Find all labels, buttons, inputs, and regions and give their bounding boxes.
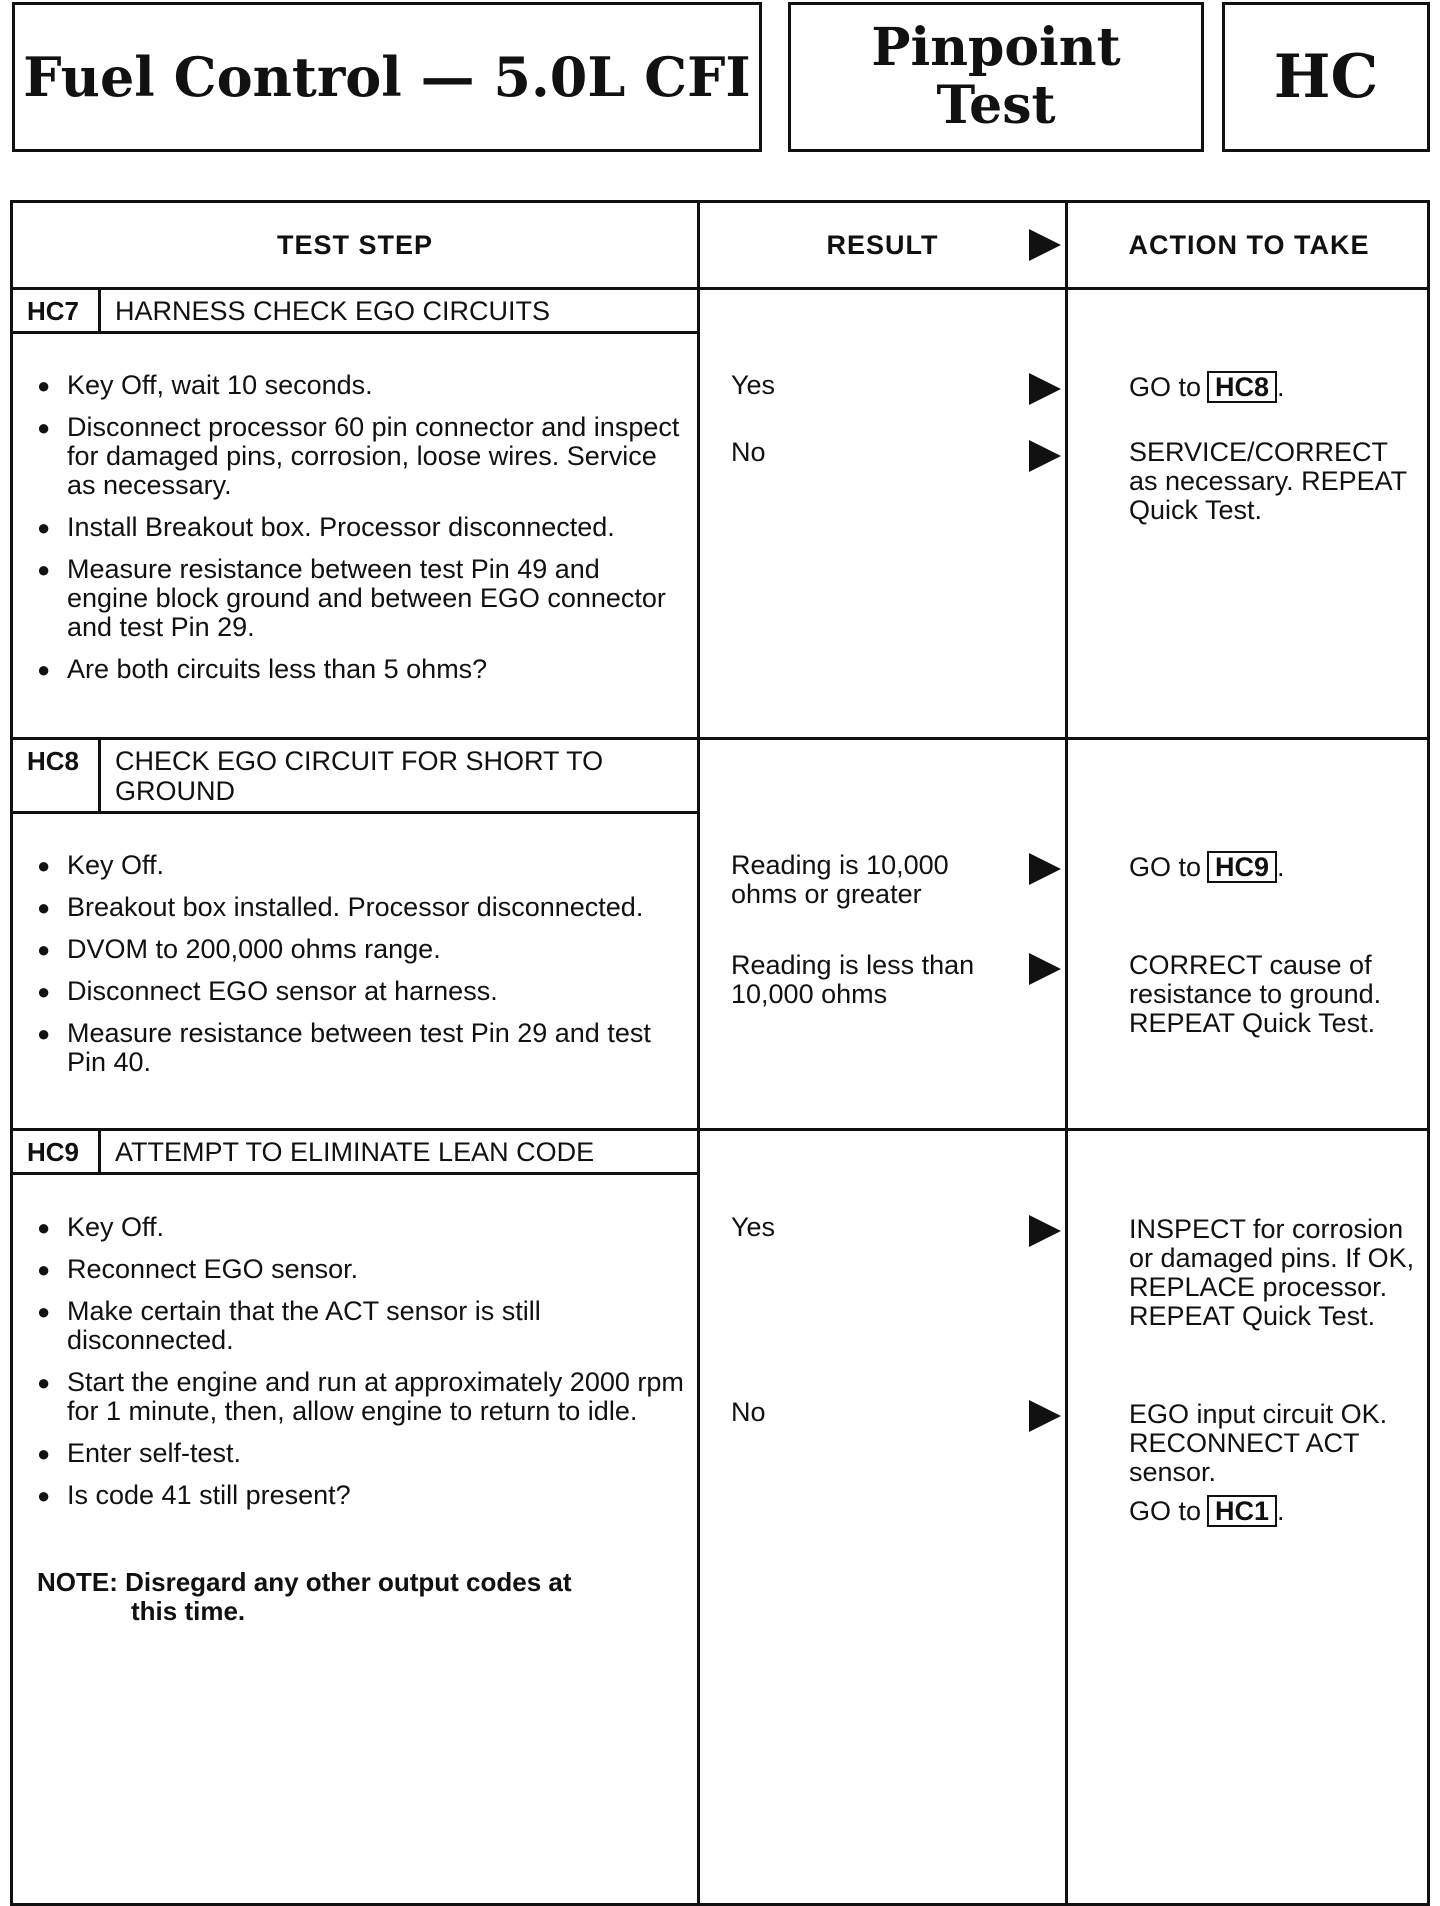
arrow-icon: [1029, 440, 1061, 472]
action-text: INSPECT for corrosion or damaged pins. If OK, REPLACE processor. REPEAT Quick Test.: [1129, 1214, 1415, 1331]
goto-text: GO to: [1129, 852, 1202, 882]
step-instructions: [35, 851, 685, 1090]
step-id: HC8: [27, 746, 80, 776]
instruction-item: ● Key Off.: [35, 1213, 685, 1242]
step-instructions: [35, 371, 685, 697]
arrow-icon: [1029, 373, 1061, 405]
instruction-item: ● Install Breakout box. Processor disconnected.: [35, 513, 685, 542]
step-title-divider: [13, 331, 697, 334]
step-id-divider: [98, 1131, 101, 1174]
step-title-divider: [13, 811, 697, 814]
instruction-item: ● Measure resistance between test Pin 29 and test Pin 40.: [35, 1019, 685, 1077]
step-instructions: [35, 1213, 685, 1523]
test-code-box: [1222, 2, 1430, 152]
action-text: SERVICE/CORRECT as necessary. REPEAT Quick Test.: [1129, 437, 1407, 525]
instruction-item: ● DVOM to 200,000 ohms range.: [35, 935, 685, 964]
instruction-item: ● Enter self-test.: [35, 1439, 685, 1468]
column-divider: [697, 203, 700, 1903]
header-action: ACTION TO TAKE: [1128, 229, 1370, 260]
title-text: Fuel Control — 5.0L CFI: [23, 45, 751, 109]
instruction-item: ● Key Off, wait 10 seconds.: [35, 371, 685, 400]
goto-period: .: [1277, 852, 1285, 882]
instruction-item: ● Disconnect EGO sensor at harness.: [35, 977, 685, 1006]
goto-period: .: [1277, 372, 1285, 402]
header-test-step: TEST STEP: [276, 229, 434, 260]
instruction-item: ● Disconnect processor 60 pin connector and inspect for damaged pins, corrosion, loose wires. Service as necessary.: [35, 413, 685, 500]
instruction-item: ● Breakout box installed. Processor disconnected.: [35, 893, 685, 922]
arrow-icon: [1029, 229, 1061, 261]
step-title: ATTEMPT TO ELIMINATE LEAN CODE: [115, 1137, 595, 1167]
test-line: Test: [936, 75, 1056, 136]
instruction-item: ● Reconnect EGO sensor.: [35, 1255, 685, 1284]
action-text: CORRECT cause of resistance to ground. REPEAT Quick Test.: [1129, 950, 1382, 1038]
result-yes: Yes: [731, 1212, 776, 1242]
instruction-item: ● Measure resistance between test Pin 49 and engine block ground and between EGO connector and test Pin 29.: [35, 555, 685, 642]
arrow-icon: [1029, 953, 1061, 985]
goto-text: GO to: [1129, 1496, 1202, 1526]
step-title: HARNESS CHECK EGO CIRCUITS: [115, 296, 551, 326]
header-result-label: RESULT: [826, 229, 939, 260]
instruction-item: ● Key Off.: [35, 851, 685, 880]
column-divider: [1065, 203, 1068, 1903]
action-goto: [1129, 1495, 1419, 1527]
goto-hc9-ref: HC9: [1207, 851, 1277, 883]
result-no: No: [731, 1397, 766, 1427]
step-id: HC9: [27, 1137, 80, 1167]
pinpoint-test-label: [788, 2, 1204, 152]
step-title: CHECK EGO CIRCUIT FOR SHORT TO GROUND: [115, 746, 604, 806]
instruction-item: ● Make certain that the ACT sensor is still disconnected.: [35, 1297, 685, 1355]
step-id-divider: [98, 740, 101, 813]
result-reading-low: Reading is less than 10,000 ohms: [731, 950, 975, 1009]
step-id: HC7: [27, 296, 80, 326]
test-code: HC: [1273, 42, 1379, 112]
goto-text: GO to: [1129, 372, 1202, 402]
goto-hc8-ref: HC8: [1207, 371, 1277, 403]
result-reading-high: Reading is 10,000 ohms or greater: [731, 850, 949, 909]
header-result: [700, 203, 1065, 287]
instruction-item: ● Start the engine and run at approximately 2000 rpm for 1 minute, then, allow engine to return to idle.: [35, 1368, 685, 1426]
arrow-icon: [1029, 1400, 1061, 1432]
result-no: No: [731, 437, 766, 467]
note-text-cont: this time.: [131, 1596, 246, 1626]
pinpoint-table: [10, 200, 1430, 1906]
step-note: [37, 1568, 687, 1626]
instruction-item: ● Are both circuits less than 5 ohms?: [35, 655, 685, 684]
note-text: Disregard any other output codes at: [125, 1567, 572, 1597]
action-text: EGO input circuit OK. RECONNECT ACT sensor.: [1129, 1399, 1388, 1487]
arrow-icon: [1029, 853, 1061, 885]
step-title-divider: [13, 1172, 697, 1175]
goto-period: .: [1277, 1496, 1285, 1526]
action-goto: [1129, 371, 1419, 403]
arrow-icon: [1029, 1215, 1061, 1247]
goto-hc1-ref: HC1: [1207, 1495, 1277, 1527]
instruction-item: ● Is code 41 still present?: [35, 1481, 685, 1510]
action-text-block: [1129, 1400, 1419, 1527]
note-label: NOTE:: [37, 1567, 118, 1597]
step-id-divider: [98, 290, 101, 333]
pinpoint-line: Pinpoint: [871, 17, 1121, 78]
result-yes: Yes: [731, 370, 776, 400]
page-title: [12, 2, 762, 152]
action-goto: [1129, 851, 1419, 883]
